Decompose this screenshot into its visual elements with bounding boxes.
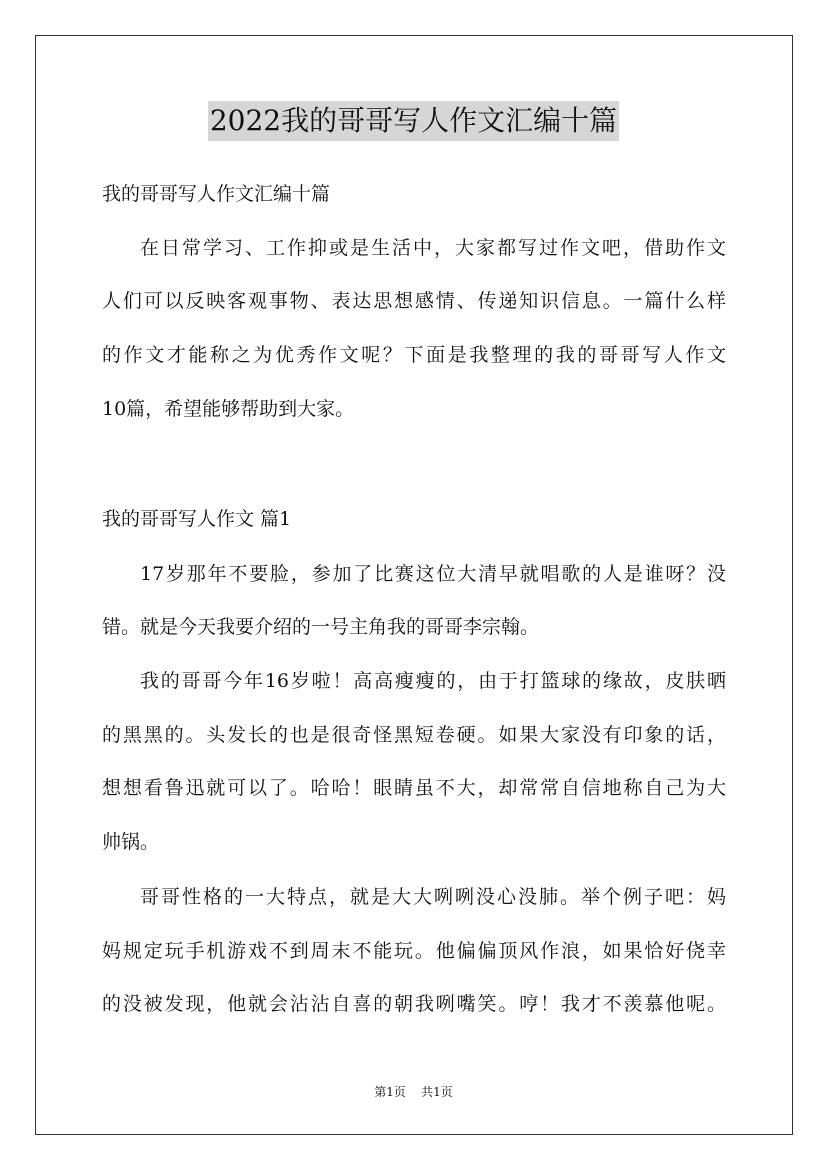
paragraph-line: 我的哥哥今年16岁啦！高高瘦瘦的，由于打篮球的缘故，皮肤晒	[140, 670, 726, 692]
paragraph-line: 哥哥性格的一大特点，就是大大咧咧没心没肺。举个例子吧：妈	[140, 886, 726, 908]
page-footer	[0, 1084, 827, 1100]
paragraph-line: 17岁那年不要脸，参加了比赛这位大清早就唱歌的人是谁呀？没	[140, 563, 726, 585]
paragraph-line: 的黑黑的。头发长的也是很奇怪黑短卷硬。如果大家没有印象的话，	[102, 724, 726, 746]
document-title: 2022我的哥哥写人作文汇编十篇	[208, 101, 619, 141]
paragraph-line: 帅锅。	[102, 831, 160, 853]
paragraph-line: 想想看鲁迅就可以了。哈哈！眼睛虽不大，却常常自信地称自己为大	[102, 777, 726, 799]
paragraph-line: 妈规定玩手机游戏不到周末不能玩。他偏偏顶风作浪，如果恰好侥幸	[102, 940, 726, 962]
intro-line: 的作文才能称之为优秀作文呢？下面是我整理的我的哥哥写人作文	[102, 344, 726, 366]
title-container	[0, 101, 827, 141]
intro-line: 人们可以反映客观事物、表达思想感情、传递知识信息。一篇什么样	[102, 290, 726, 312]
paragraph-line: 错。就是今天我要介绍的一号主角我的哥哥李宗翰。	[102, 616, 540, 638]
intro-line: 10篇，希望能够帮助到大家。	[102, 398, 355, 420]
page-number: 第1页	[374, 1085, 406, 1099]
page-total: 共1页	[421, 1085, 453, 1099]
document-subtitle: 我的哥哥写人作文汇编十篇	[102, 183, 331, 205]
intro-line: 在日常学习、工作抑或是生活中，大家都写过作文吧，借助作文	[140, 237, 726, 259]
paragraph-line: 的没被发现，他就会沾沾自喜的朝我咧嘴笑。哼！我才不羡慕他呢。	[102, 993, 726, 1015]
section-heading: 我的哥哥写人作文 篇1	[102, 508, 292, 530]
